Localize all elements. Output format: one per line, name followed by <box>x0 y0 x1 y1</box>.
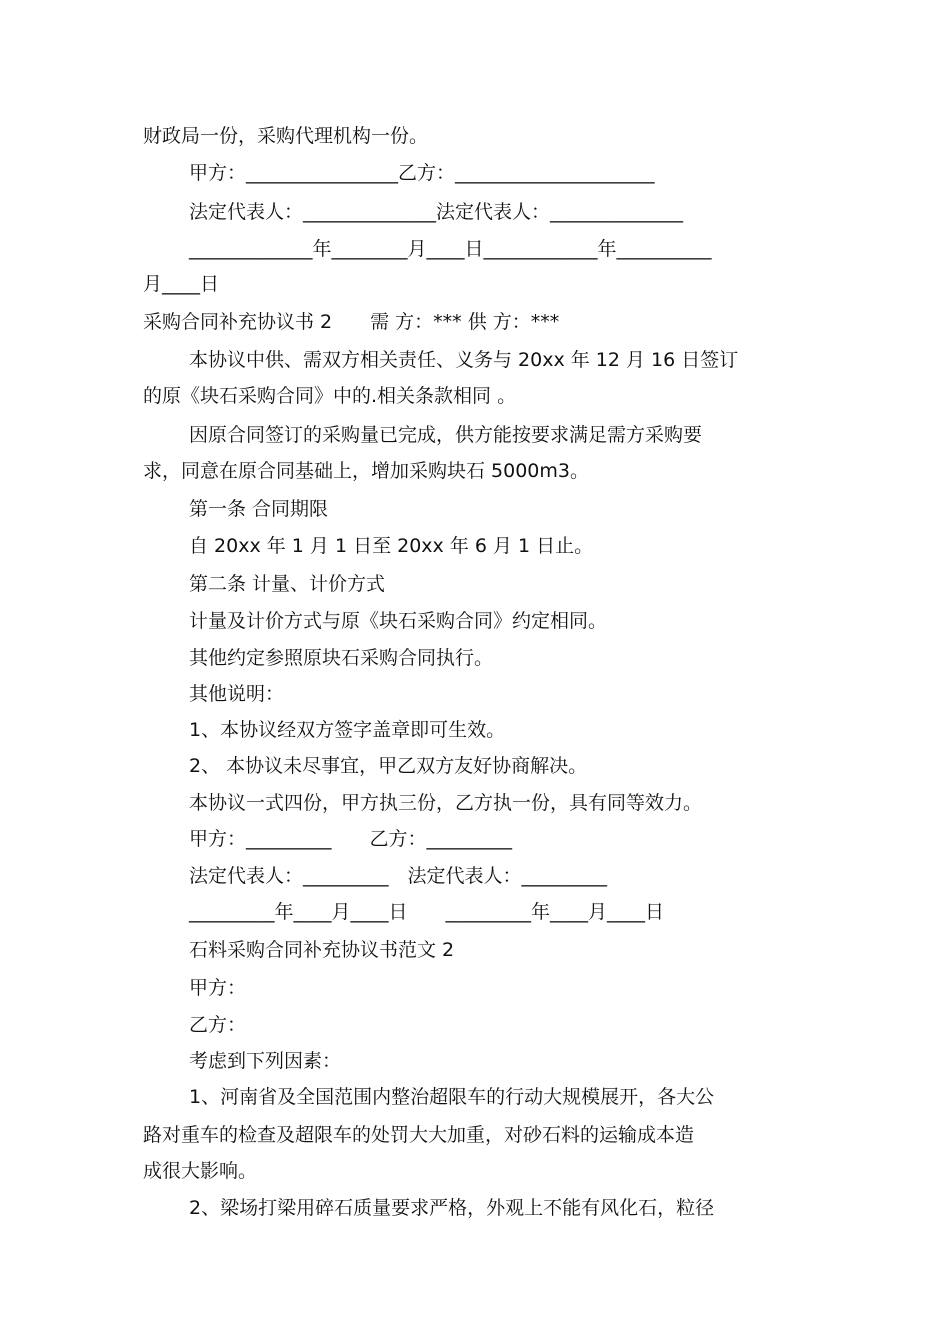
paragraph-line: 自 20xx 年 1 月 1 日至 20xx 年 6 月 1 日止。 <box>189 535 594 557</box>
signature-line-date: _____________年________月____日____________年__________ <box>189 238 712 260</box>
signature-line-parties: 甲方：_________ 乙方：_________ <box>189 828 513 850</box>
paragraph-line: 成很大影响。 <box>143 1160 258 1182</box>
paragraph-line: 路对重车的检查及超限车的处罚大大加重，对砂石料的运输成本造 <box>143 1124 695 1146</box>
list-item: 2、梁场打梁用碎石质量要求严格，外观上不能有风化石，粒径 <box>189 1197 715 1219</box>
text-line: 财政局一份，采购代理机构一份。 <box>143 125 429 147</box>
list-item: 1、河南省及全国范围内整治超限车的行动大规模展开，各大公 <box>189 1086 715 1108</box>
list-item: 2、 本协议未尽事宜，甲乙双方友好协商解决。 <box>189 755 588 777</box>
party-b-label: 乙方： <box>189 1014 247 1036</box>
paragraph-line: 求，同意在原合同基础上，增加采购块石 5000m3。 <box>143 460 589 482</box>
paragraph-line: 因原合同签订的采购量已完成，供方能按要求满足需方采购要 <box>189 424 703 446</box>
paragraph-line: 其他说明： <box>189 683 285 705</box>
signature-line-representatives: 法定代表人：______________法定代表人：______________ <box>189 201 684 223</box>
signature-line-date: _________年____月____日 _________年____月____日 <box>189 901 665 923</box>
article-heading: 第二条 计量、计价方式 <box>189 573 386 595</box>
section-heading: 采购合同补充协议书 2 需 方：*** 供 方：*** <box>143 311 560 333</box>
signature-line-parties: 甲方：________________乙方：_____________________ <box>189 162 655 184</box>
article-heading: 第一条 合同期限 <box>189 498 329 520</box>
list-item: 1、本协议经双方签字盖章即可生效。 <box>189 719 506 741</box>
paragraph-line: 其他约定参照原块石采购合同执行。 <box>189 647 494 669</box>
party-a-label: 甲方： <box>189 977 247 999</box>
paragraph-line: 计量及计价方式与原《块石采购合同》约定相同。 <box>189 610 608 632</box>
paragraph-line: 的原《块石采购合同》中的.相关条款相同 。 <box>143 385 517 407</box>
paragraph-line: 考虑到下列因素： <box>189 1050 342 1072</box>
paragraph-line: 本协议中供、需双方相关责任、义务与 20xx 年 12 月 16 日签订 <box>189 349 739 371</box>
text-line: 月____日 <box>143 273 220 295</box>
paragraph-line: 本协议一式四份，甲方执三份，乙方执一份，具有同等效力。 <box>189 792 703 814</box>
section-heading: 石料采购合同补充协议书范文 2 <box>189 939 455 961</box>
signature-line-representatives: 法定代表人：_________ 法定代表人：_________ <box>189 865 608 887</box>
